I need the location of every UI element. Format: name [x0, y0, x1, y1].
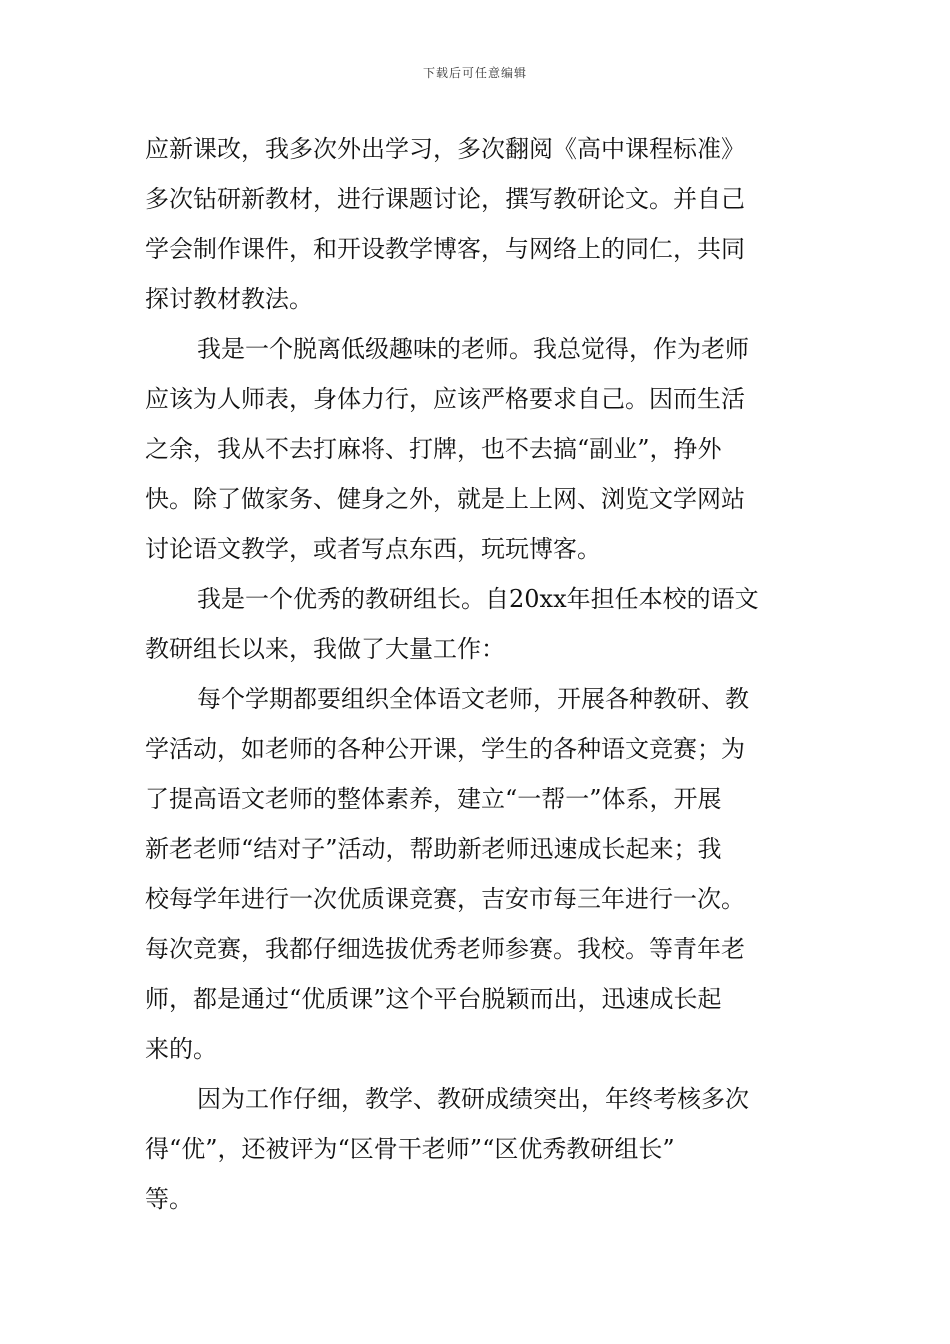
text-line: 教研组长以来，我做了大量工作： — [145, 635, 505, 663]
text-line: 了提高语文老师的整体素养，建立“一帮一”体系，开展 — [145, 785, 722, 813]
text-line: 新老老师“结对子”活动，帮助新老师迅速成长起来；我 — [145, 835, 722, 863]
text-line: 校每学年进行一次优质课竞赛，吉安市每三年进行一次。 — [145, 885, 745, 913]
text-line: 之余，我从不去打麻将、打牌，也不去搞“副业”，挣外 — [145, 435, 722, 463]
text-line: 学活动，如老师的各种公开课，学生的各种语文竞赛；为 — [145, 735, 745, 763]
paragraph-first-line: 我是一个优秀的教研组长。自20xx年担任本校的语文 — [197, 585, 759, 613]
text-line: 师，都是通过“优质课”这个平台脱颖而出，迅速成长起 — [145, 985, 722, 1013]
text-line: 讨论语文教学，或者写点东西，玩玩博客。 — [145, 535, 601, 563]
text-line: 多次钻研新教材，进行课题讨论，撰写教研论文。并自己 — [145, 185, 745, 213]
text-line: 等。 — [145, 1185, 193, 1213]
text-line: 得“优”，还被评为“区骨干老师”“区优秀教研组长” — [145, 1135, 675, 1163]
text-line: 应新课改，我多次外出学习，多次翻阅《高中课程标准》 — [145, 135, 745, 163]
paragraph-first-line: 因为工作仔细，教学、教研成绩突出，年终考核多次 — [197, 1085, 749, 1113]
text-line: 快。除了做家务、健身之外，就是上上网、浏览文学网站 — [145, 485, 745, 513]
paragraph-first-line: 我是一个脱离低级趣味的老师。我总觉得，作为老师 — [197, 335, 749, 363]
paragraph-first-line: 每个学期都要组织全体语文老师，开展各种教研、教 — [197, 685, 749, 713]
document-body — [145, 124, 809, 1224]
text-line: 来的。 — [145, 1035, 217, 1063]
text-line: 学会制作课件，和开设教学博客，与网络上的同仁，共同 — [145, 235, 745, 263]
text-line: 应该为人师表，身体力行，应该严格要求自己。因而生活 — [145, 385, 745, 413]
text-line: 每次竞赛，我都仔细选拔优秀老师参赛。我校。等青年老 — [145, 935, 745, 963]
text-line: 探讨教材教法。 — [145, 285, 313, 313]
page-header: 下载后可任意编辑 — [422, 66, 527, 80]
